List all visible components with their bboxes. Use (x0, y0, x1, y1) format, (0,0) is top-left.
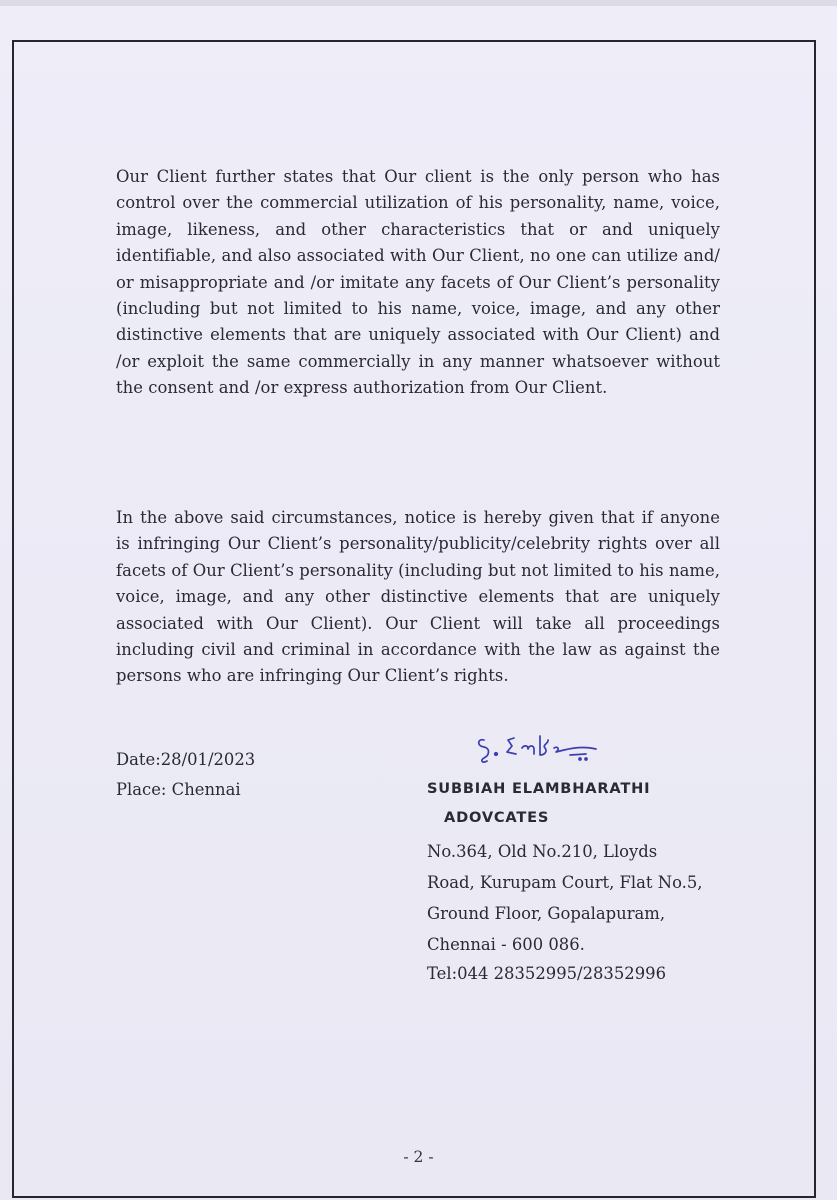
notice-place: Place: Chennai (116, 780, 241, 799)
address-line: Chennai - 600 086. (427, 935, 585, 954)
handwritten-signature (474, 728, 634, 768)
firm-type: ADOVCATES (444, 809, 550, 826)
paragraph-client-rights: Our Client further states that Our client is the only person who has control over the commercial utilization of his personality, name, voice, image, likeness, and other characteristics that or and uniquely identifiable, and also associated with Our Client, no one can utilize and/ or misappropriate and /or imitate any facets of Our Client’s personality (including but not limited to his name, voice, image, and any other distinctive elements that are uniquely associated with Our Client) and /or exploit the same commercially in any manner whatsoever without the consent and /or express authorization from Our Client. (116, 167, 720, 398)
address-line: Ground Floor, Gopalapuram, (427, 904, 666, 923)
firm-name: SUBBIAH ELAMBHARATHI (427, 780, 651, 797)
paragraph-notice: In the above said circumstances, notice is hereby given that if anyone is infringing Our Client’s personality/publicity/celebrity rights over all facets of Our Client’s personality (including but not limited to his name, voice, image, and any other distinctive elements that are uniquely associated with Our Client). Our Client will take all proceedings including civil and criminal in accordance with the law as against the persons who are infringing Our Client’s rights. (116, 508, 720, 686)
address-line: Road, Kurupam Court, Flat No.5, (427, 873, 703, 892)
notice-date: Date:28/01/2023 (116, 750, 256, 769)
address-line: No.364, Old No.210, Lloyds (427, 842, 658, 861)
page-number: - 2 - (403, 1148, 434, 1166)
scan-edge (0, 0, 837, 6)
telephone-line: Tel:044 28352995/28352996 (427, 964, 666, 983)
